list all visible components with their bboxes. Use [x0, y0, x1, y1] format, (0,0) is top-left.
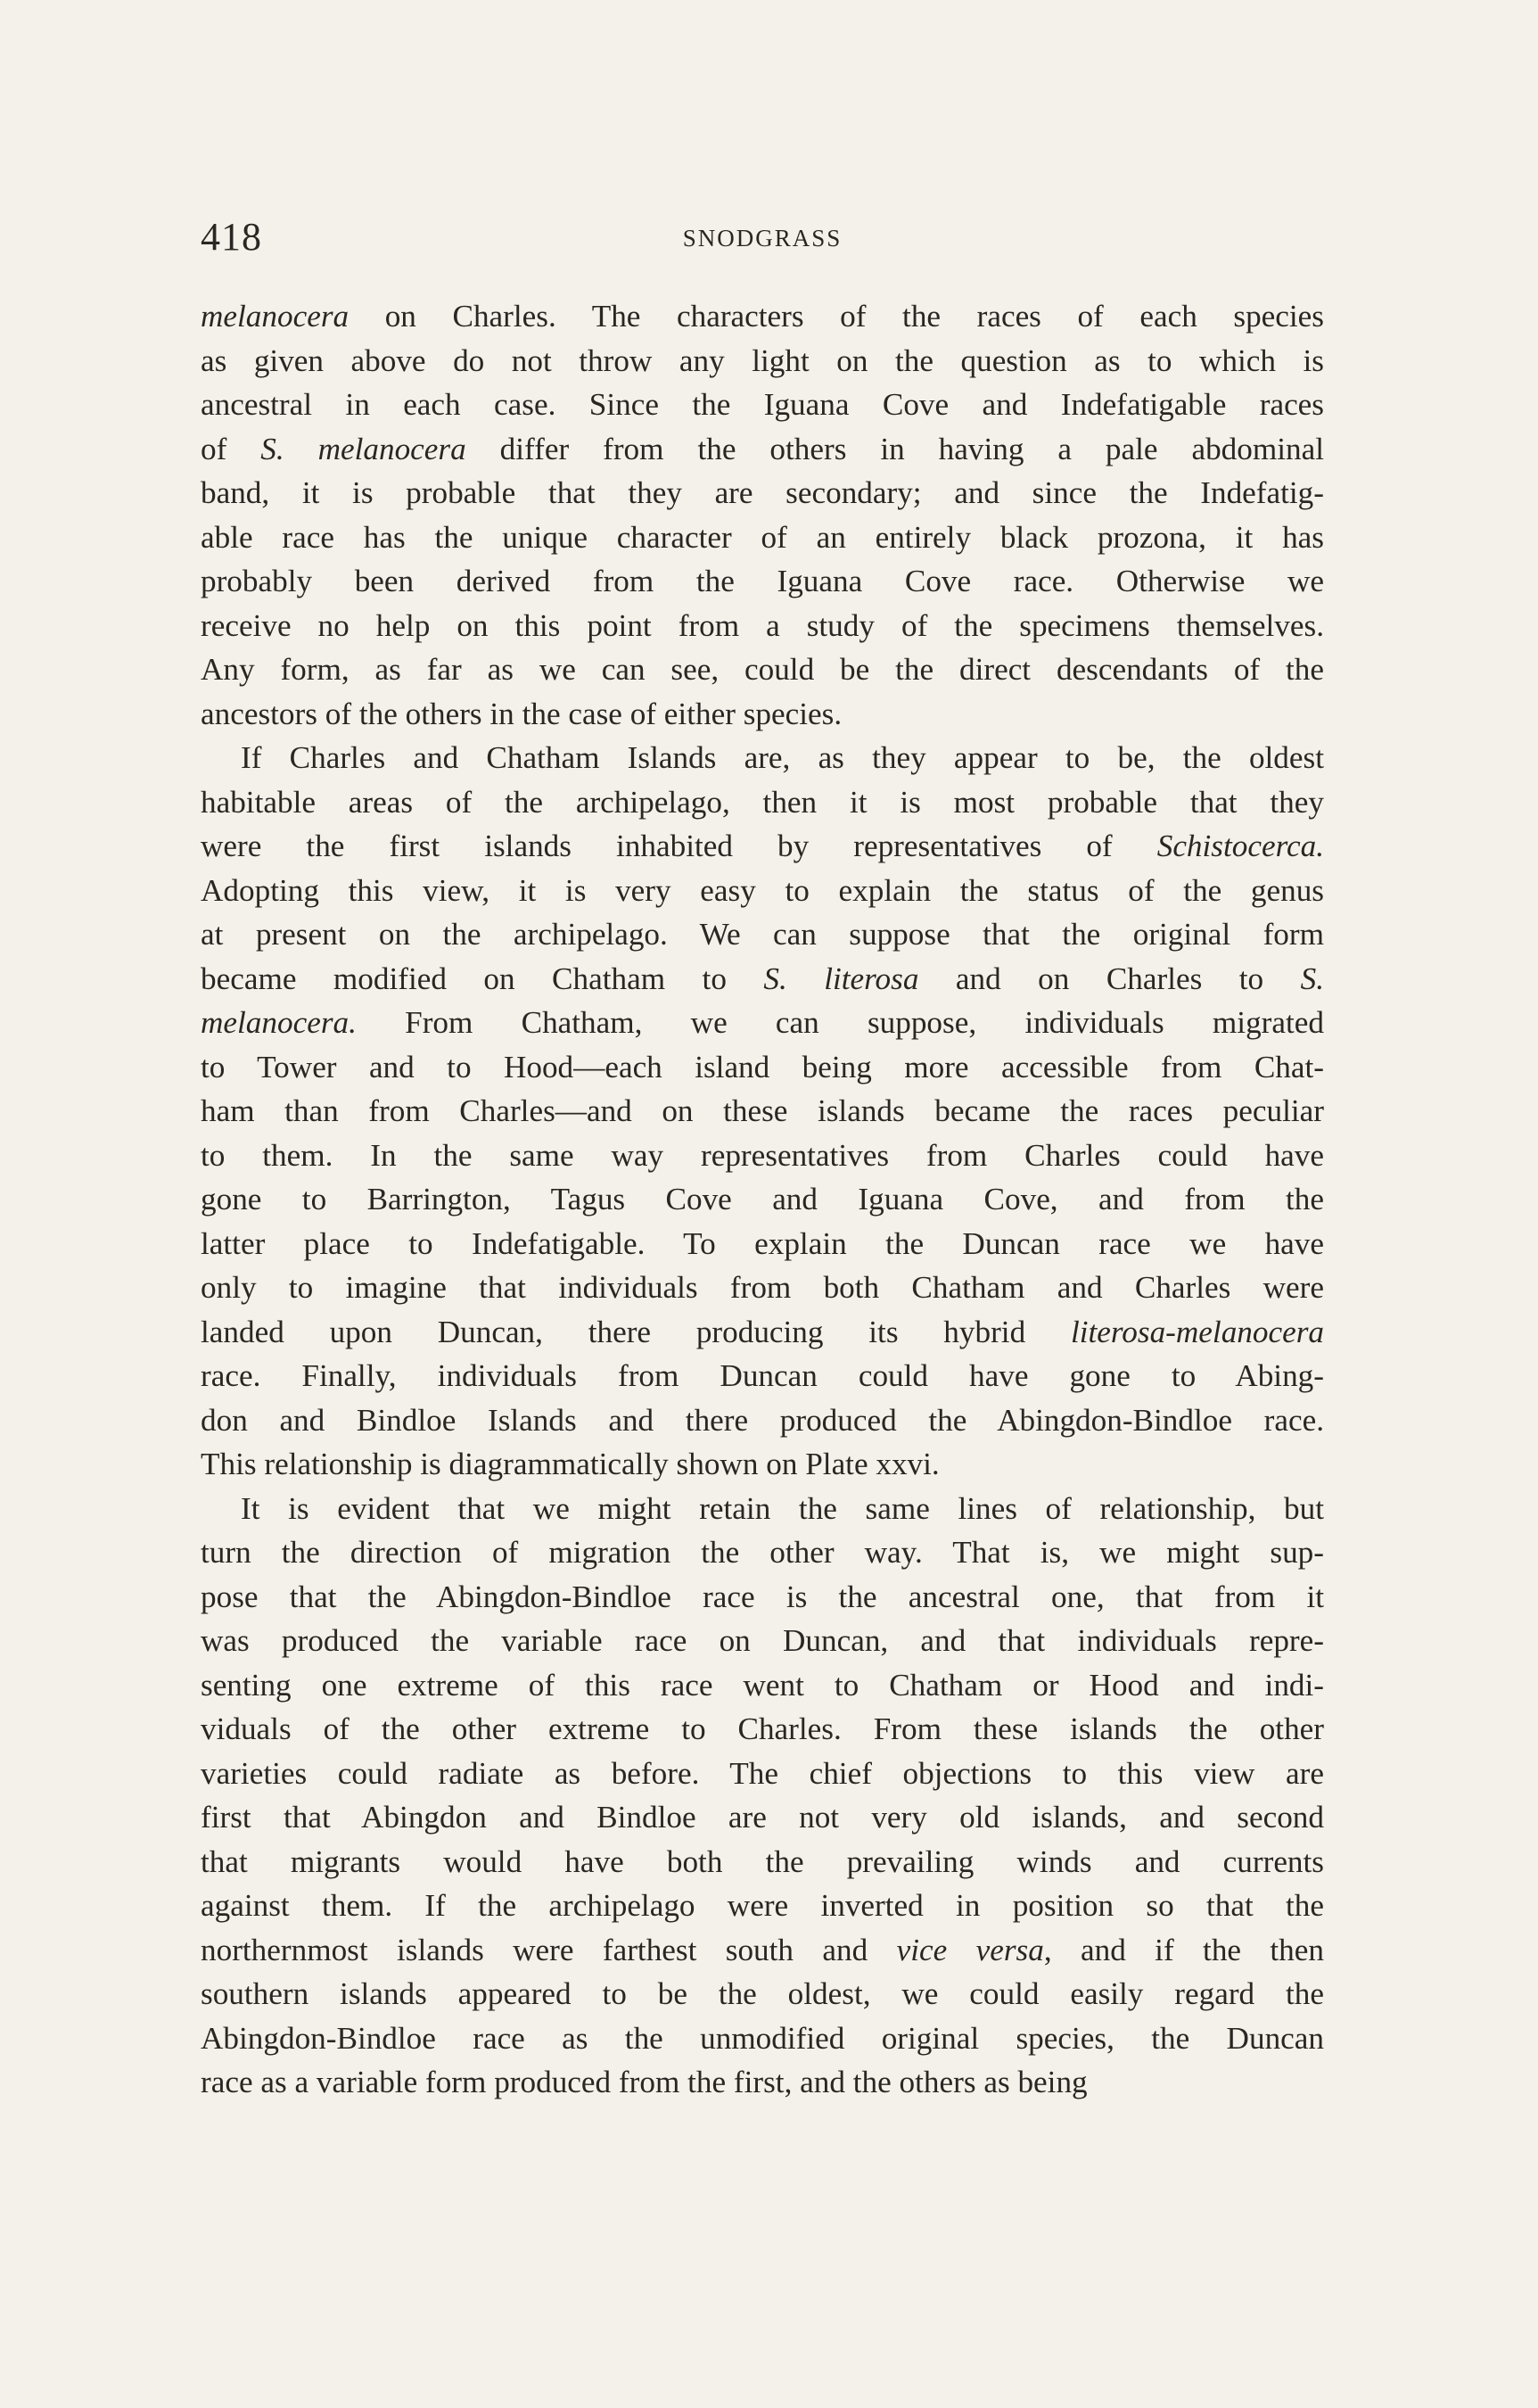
text-line: don and Bindloe Islands and there produced the Abingdon-Bindloe race. [201, 1402, 1324, 1438]
text-line: as given above do not throw any light on the question as to which is [201, 342, 1324, 378]
text-line: race as a variable form produced from the first, and the others as being [201, 2065, 1088, 2099]
paragraph [201, 1487, 1324, 2105]
text-line: It is evident that we might retain the same lines of relationship, but [241, 1490, 1324, 1526]
text-line: that migrants would have both the prevailing winds and currents [201, 1843, 1324, 1879]
text-line: pose that the Abingdon-Bindloe race is the ancestral one, that from it [201, 1579, 1324, 1614]
text-line: became modified on Chatham to S. literosa and on Charles to S. [201, 961, 1324, 996]
text-line: ham than from Charles—and on these islands became the races peculiar [201, 1093, 1324, 1128]
paragraph [201, 294, 1324, 736]
page-header [201, 214, 1324, 259]
text-line: were the first islands inhabited by representatives of Schistocerca. [201, 829, 1324, 863]
text-line: habitable areas of the archipelago, then it is most probable that they [201, 784, 1324, 820]
text-line: probably been derived from the Iguana Cove race. Otherwise we [201, 564, 1324, 598]
text-line: varieties could radiate as before. The chief objections to this view are [201, 1755, 1324, 1791]
text-line: latter place to Indefatigable. To explain the Duncan race we have [201, 1225, 1324, 1261]
italic-term: vice versa [896, 1932, 1044, 1967]
text-line: ancestors of the others in the case of either species. [201, 696, 843, 731]
italic-term: S. literosa [763, 961, 919, 996]
text-line: race. Finally, individuals from Duncan could have gone to Abing- [201, 1358, 1324, 1393]
text-line: only to imagine that individuals from both Chatham and Charles were [201, 1270, 1324, 1305]
text-line: melanocera. From Chatham, we can suppose, individuals migrated [201, 1005, 1324, 1040]
text-line: viduals of the other extreme to Charles. From these islands the other [201, 1711, 1324, 1746]
text-line: senting one extreme of this race went to Chatham or Hood and indi- [201, 1667, 1324, 1703]
text-line: This relationship is diagrammatically shown on Plate xxvi. [201, 1447, 940, 1481]
text-line: receive no help on this point from a study of the specimens themselves. [201, 607, 1324, 643]
text-line: Any form, as far as we can see, could be the direct descendants of the [201, 652, 1324, 687]
italic-term: literosa-melanocera [1070, 1314, 1324, 1349]
italic-term: S. [1300, 961, 1324, 996]
italic-term: melanocera. [201, 1005, 357, 1040]
text-line: was produced the variable race on Duncan, and that individuals repre- [201, 1623, 1324, 1658]
italic-term: S. melanocera [260, 431, 466, 466]
text-line: first that Abingdon and Bindloe are not very old islands, and second [201, 1800, 1324, 1835]
running-head: SNODGRASS [682, 225, 843, 252]
italic-term: melanocera [201, 299, 350, 334]
text-line: landed upon Duncan, there producing its hybrid literosa-melanocera [201, 1314, 1324, 1349]
text-line: against them. If the archipelago were inverted in position so that the [201, 1888, 1324, 1923]
text-line: turn the direction of migration the other way. That is, we might sup- [201, 1535, 1324, 1570]
italic-term: Schistocerca. [1156, 829, 1324, 863]
text-line: to Tower and to Hood—each island being more accessible from Chat- [201, 1049, 1324, 1084]
text-line: gone to Barrington, Tagus Cove and Iguana Cove, and from the [201, 1182, 1324, 1216]
text-line: able race has the unique character of an entirely black prozona, it has [201, 519, 1324, 555]
body-text [201, 294, 1324, 2105]
text-line: ancestral in each case. Since the Iguana Cove and Indefatigable races [201, 387, 1324, 422]
text-line: at present on the archipelago. We can suppose that the original form [201, 917, 1324, 952]
text-line: to them. In the same way representatives from Charles could have [201, 1137, 1324, 1173]
text-line: band, it is probable that they are secondary; and since the Indefatig- [201, 475, 1324, 510]
text-line: southern islands appeared to be the oldest, we could easily regard the [201, 1976, 1324, 2011]
text-line: northernmost islands were farthest south and vice versa, and if the then [201, 1932, 1324, 1967]
page-number: 418 [201, 215, 262, 259]
text-line: Adopting this view, it is very easy to explain the status of the genus [201, 872, 1324, 908]
text-line: Abingdon-Bindloe race as the unmodified original species, the Duncan [201, 2020, 1324, 2056]
paragraph [201, 736, 1324, 1487]
text-line: of S. melanocera differ from the others in having a pale abdominal [201, 431, 1325, 466]
text-line: If Charles and Chatham Islands are, as they appear to be, the oldest [241, 740, 1324, 775]
text-line: melanocera on Charles. The characters of the races of each species [201, 299, 1324, 334]
